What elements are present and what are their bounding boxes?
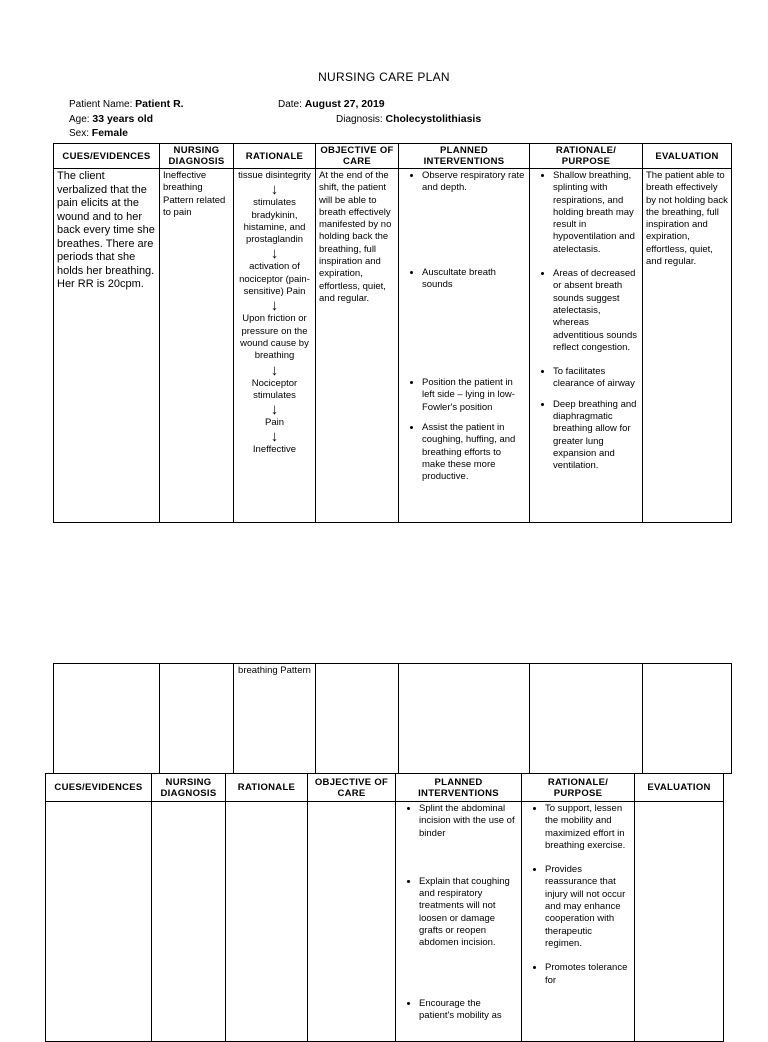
list-item: • Promotes tolerance for: [545, 962, 631, 987]
rationale-step: Pain: [264, 417, 284, 429]
header-row: [54, 144, 732, 169]
sex-row: [69, 127, 128, 139]
purpose-list: [533, 170, 639, 473]
patient-name-row: [69, 98, 184, 110]
empty-cell: [160, 664, 234, 774]
rationale-continuation-cell: breathing Pattern: [234, 664, 316, 774]
header-purpose: RATIONALE/ PURPOSE: [522, 774, 635, 802]
age-row: [69, 113, 153, 125]
down-arrow-icon: ↓: [270, 401, 279, 419]
empty-cell: [643, 664, 732, 774]
date-row: [278, 98, 385, 110]
header-evaluation: EVALUATION: [635, 774, 724, 802]
date-label: Date:: [278, 99, 302, 110]
empty-cell: [226, 802, 308, 1042]
body-row: [46, 802, 724, 1042]
list-item: • Shallow breathing, splinting with respirations, and holding breath may result in hypoventilation and atelectasis.: [553, 170, 639, 256]
list-item: • Explain that coughing and respiratory treatments will not loosen or damage grafts or reopen abdomen incision.: [419, 876, 518, 950]
rationale-step: activation of nociceptor (pain-sensitive) Pain: [239, 261, 310, 298]
empty-cell: [46, 802, 152, 1042]
list-item: • Auscultate breath sounds: [422, 267, 526, 292]
header-cues: CUES/EVIDENCES: [54, 144, 160, 169]
diagnosis-label: Diagnosis:: [336, 114, 383, 125]
down-arrow-icon: ↓: [270, 297, 279, 315]
empty-cell: [635, 802, 724, 1042]
rationale-step: stimulates bradykinin, histamine, and prostaglandin: [243, 197, 306, 246]
cues-cell: The client verbalized that the pain elicits at the wound and to her back every time she breathes. There are periods that she holds her breathing. Her RR is 20cpm.: [54, 169, 160, 523]
header-nursing-diagnosis: NURSING DIAGNOSIS: [160, 144, 234, 169]
date-value: August 27, 2019: [304, 98, 385, 110]
continuation-row: [54, 664, 732, 774]
header-objective: OBJECTIVE OF CARE: [316, 144, 399, 169]
age-label: Age:: [69, 114, 90, 125]
list-item: • Observe respiratory rate and depth.: [422, 170, 526, 195]
empty-cell: [399, 664, 530, 774]
purpose-cell: [530, 169, 643, 523]
interventions-cell: [399, 169, 530, 523]
header-row: [46, 774, 724, 802]
rationale-step: Upon friction or pressure on the wound cause by breathing: [240, 313, 309, 362]
care-plan-table-page1: [53, 143, 732, 523]
interventions-list: [399, 803, 518, 1022]
care-plan-table-page2: [45, 773, 724, 1042]
rationale-cell: [234, 169, 316, 523]
down-arrow-icon: ↓: [270, 245, 279, 263]
list-item: • Position the patient in left side – lying in low-Fowler's position: [422, 377, 526, 414]
header-nursing-diagnosis: NURSING DIAGNOSIS: [152, 774, 226, 802]
list-item: • To support, lessen the mobility and maximized effort in breathing exercise.: [545, 803, 631, 852]
care-plan-table-page2-top: [53, 663, 732, 774]
diagnosis-value: Cholecystolithiasis: [385, 113, 482, 125]
header-interventions: PLANNED INTERVENTIONS: [399, 144, 530, 169]
rationale-step: Nociceptor stimulates: [251, 377, 298, 401]
patient-name-label: Patient Name:: [69, 99, 133, 110]
rationale-step: Ineffective: [252, 444, 297, 456]
header-purpose: RATIONALE/ PURPOSE: [530, 144, 643, 169]
body-row: [54, 169, 732, 523]
interventions-list: [402, 170, 526, 484]
empty-cell: [316, 664, 399, 774]
sex-label: Sex:: [69, 128, 90, 139]
age-value: 33 years old: [92, 113, 154, 125]
patient-name-value: Patient R.: [135, 98, 184, 110]
empty-cell: [530, 664, 643, 774]
list-item: • Splint the abdominal incision with the use of binder: [419, 803, 518, 840]
rationale-step: tissue disintegrity: [238, 170, 311, 181]
header-cues: CUES/EVIDENCES: [46, 774, 152, 802]
purpose-cell: [522, 802, 635, 1042]
list-item: • Areas of decreased or absent breath sounds suggest atelectasis, whereas adventitious sounds reflect congestion.: [553, 268, 639, 354]
list-item: • Encourage the patient's mobility as: [419, 998, 518, 1023]
page-title: NURSING CARE PLAN: [318, 70, 450, 84]
objective-cell: At the end of the shift, the patient will be able to breath effectively manifested by no holding back the breathing, full inspiration and expiration, effortless, quiet, and regular.: [316, 169, 399, 523]
list-item: • Provides reassurance that injury will not occur and may enhance cooperation with therapeutic regimen.: [545, 864, 631, 950]
diagnosis-row: [336, 113, 481, 125]
empty-cell: [54, 664, 160, 774]
evaluation-cell: The patient able to breath effectively by not holding back the breathing, full inspiration and expiration, effortless, quiet, and regular.: [643, 169, 732, 523]
header-interventions: PLANNED INTERVENTIONS: [396, 774, 522, 802]
header-rationale: RATIONALE: [234, 144, 316, 169]
list-item: • Deep breathing and diaphragmatic breathing allow for greater lung expansion and ventilation.: [553, 399, 639, 473]
purpose-list: [525, 803, 631, 987]
header-evaluation: EVALUATION: [643, 144, 732, 169]
list-item: • To facilitates clearance of airway: [553, 366, 639, 391]
down-arrow-icon: ↓: [270, 181, 279, 199]
header-objective: OBJECTIVE OF CARE: [308, 774, 396, 802]
nursing-diagnosis-cell: Ineffective breathing Pattern related to pain: [160, 169, 234, 523]
empty-cell: [152, 802, 226, 1042]
down-arrow-icon: ↓: [270, 361, 279, 379]
sex-value: Female: [91, 127, 128, 139]
header-rationale: RATIONALE: [226, 774, 308, 802]
empty-cell: [308, 802, 396, 1042]
list-item: • Assist the patient in coughing, huffing, and breathing efforts to make these more productive.: [422, 422, 526, 483]
interventions-cell: [396, 802, 522, 1042]
down-arrow-icon: ↓: [270, 428, 279, 446]
